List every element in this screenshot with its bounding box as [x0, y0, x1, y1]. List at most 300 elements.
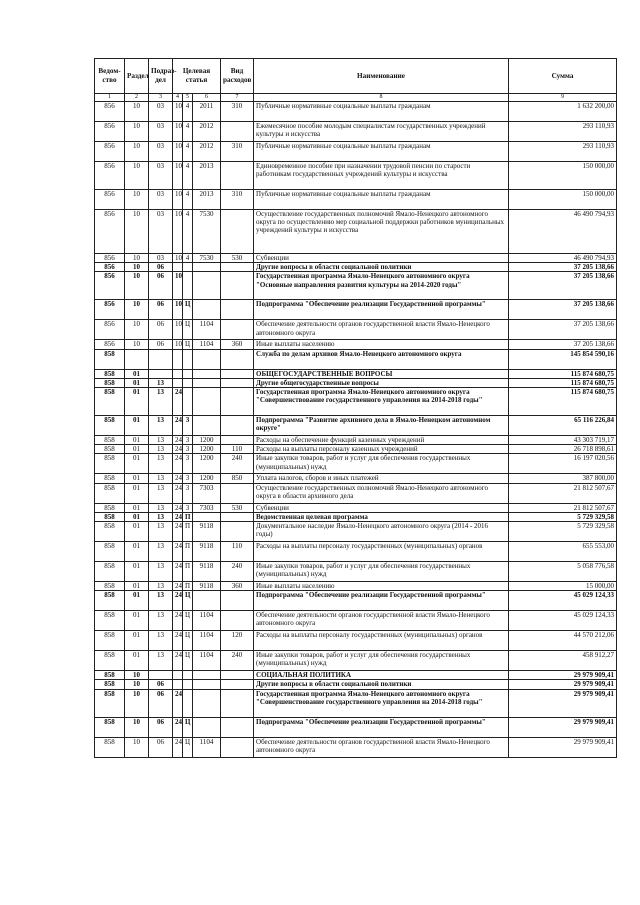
cell-name: Публичные нормативные социальные выплаты гражданам [254, 102, 509, 122]
cell-subsection: 03 [149, 142, 173, 162]
cell-name: Другие вопросы в области социальной политики [254, 680, 509, 689]
cell-department: 856 [95, 122, 125, 142]
cell-direction [193, 378, 221, 387]
cell-subsection: 13 [149, 651, 173, 671]
cell-subsection: 06 [149, 717, 173, 737]
cell-subprogram [183, 263, 193, 272]
cell-subprogram: Ц [183, 737, 193, 757]
cell-expense-type [221, 210, 254, 254]
cell-name: Субвенции [254, 254, 509, 263]
cell-expense-type: 360 [221, 340, 254, 349]
cell-section: 10 [125, 340, 149, 349]
cell-sum: 37 205 138,66 [509, 320, 617, 340]
column-number: 4 [173, 94, 183, 102]
cell-subsection: 03 [149, 162, 173, 190]
cell-subprogram: 4 [183, 162, 193, 190]
cell-name: Государственная программа Ямало-Ненецкого автономного округа "Совершенствование государственного управления на 2014-2018 годы" [254, 689, 509, 717]
cell-department: 858 [95, 591, 125, 611]
cell-section: 01 [125, 651, 149, 671]
cell-section: 01 [125, 582, 149, 591]
cell-sum: 44 570 212,06 [509, 631, 617, 651]
cell-program [173, 671, 183, 680]
cell-expense-type [221, 671, 254, 680]
table-row [95, 378, 617, 387]
cell-name: Уплата налогов, сборов и иных платежей [254, 474, 509, 483]
cell-subsection: 06 [149, 680, 173, 689]
table-row [95, 210, 617, 254]
cell-direction: 9118 [193, 542, 221, 562]
cell-subprogram: 4 [183, 190, 193, 210]
cell-department: 858 [95, 717, 125, 737]
cell-section: 10 [125, 272, 149, 300]
cell-section: 10 [125, 737, 149, 757]
cell-program: 24 [173, 562, 183, 582]
cell-subprogram: Ц [183, 320, 193, 340]
cell-subprogram [183, 272, 193, 300]
cell-section: 01 [125, 416, 149, 436]
cell-expense-type: 240 [221, 454, 254, 474]
cell-expense-type [221, 611, 254, 631]
cell-department: 858 [95, 522, 125, 542]
cell-sum: 46 490 794,93 [509, 210, 617, 254]
cell-name: Обеспечение деятельности органов государственной власти Ямало-Ненецкого автономного округа [254, 320, 509, 340]
cell-section: 01 [125, 522, 149, 542]
cell-sum: 37 205 138,66 [509, 340, 617, 349]
cell-sum: 293 110,93 [509, 122, 617, 142]
cell-program: 24 [173, 591, 183, 611]
cell-subprogram: Ц [183, 717, 193, 737]
cell-department: 856 [95, 102, 125, 122]
cell-program: 24 [173, 542, 183, 562]
column-number: 6 [193, 94, 221, 102]
cell-sum: 43 303 719,17 [509, 436, 617, 445]
table-row [95, 737, 617, 757]
cell-name: Служба по делам архивов Ямало-Ненецкого автономного округа [254, 349, 509, 369]
cell-section: 01 [125, 562, 149, 582]
cell-department: 858 [95, 631, 125, 651]
cell-name: Осуществление государственных полномочий Ямало-Ненецкого автономного округа по осуществлению мер социальной поддержки работников муниципальных учреждений культуры и искусства [254, 210, 509, 254]
column-number: 8 [254, 94, 509, 102]
cell-name: Иные выплаты населению [254, 582, 509, 591]
cell-sum: 5 729 329,58 [509, 512, 617, 521]
cell-name: СОЦИАЛЬНАЯ ПОЛИТИКА [254, 671, 509, 680]
table-row [95, 454, 617, 474]
table-row [95, 162, 617, 190]
cell-subsection: 03 [149, 102, 173, 122]
cell-program: 24 [173, 483, 183, 503]
cell-name: Подпрограмма "Обеспечение реализации Государственной программы" [254, 591, 509, 611]
cell-program [173, 349, 183, 369]
cell-department: 858 [95, 474, 125, 483]
cell-program: 24 [173, 436, 183, 445]
cell-direction: 7303 [193, 483, 221, 503]
cell-section: 01 [125, 388, 149, 416]
cell-direction: 2013 [193, 190, 221, 210]
cell-direction: 2011 [193, 102, 221, 122]
cell-expense-type [221, 717, 254, 737]
cell-sum: 115 874 680,75 [509, 388, 617, 416]
cell-program [173, 369, 183, 378]
cell-sum: 45 029 124,33 [509, 611, 617, 631]
cell-subsection [149, 349, 173, 369]
cell-expense-type [221, 272, 254, 300]
cell-subprogram [183, 349, 193, 369]
cell-section: 10 [125, 320, 149, 340]
cell-direction [193, 300, 221, 320]
column-number: 1 [95, 94, 125, 102]
cell-sum: 29 979 909,41 [509, 680, 617, 689]
cell-subprogram: 4 [183, 210, 193, 254]
cell-department: 858 [95, 369, 125, 378]
cell-subsection: 13 [149, 474, 173, 483]
cell-program: 10 [173, 320, 183, 340]
cell-expense-type: 850 [221, 474, 254, 483]
cell-program: 10 [173, 190, 183, 210]
cell-section: 10 [125, 689, 149, 717]
cell-name: Государственная программа Ямало-Ненецкого автономного округа "Основные направления развития культуры на 2014-2020 годы" [254, 272, 509, 300]
cell-section: 10 [125, 300, 149, 320]
cell-subsection: 13 [149, 512, 173, 521]
table-body [95, 102, 617, 758]
table-row [95, 369, 617, 378]
cell-department: 858 [95, 378, 125, 387]
cell-expense-type [221, 737, 254, 757]
cell-direction: 1104 [193, 737, 221, 757]
cell-sum: 115 874 680,75 [509, 369, 617, 378]
cell-direction: 1104 [193, 340, 221, 349]
cell-direction: 2012 [193, 142, 221, 162]
cell-subsection: 13 [149, 631, 173, 651]
cell-expense-type [221, 369, 254, 378]
cell-sum: 5 729 329,58 [509, 522, 617, 542]
cell-subsection: 03 [149, 122, 173, 142]
table-row [95, 254, 617, 263]
cell-subsection: 13 [149, 522, 173, 542]
cell-section [125, 349, 149, 369]
cell-section: 10 [125, 717, 149, 737]
table-row [95, 388, 617, 416]
cell-expense-type: 120 [221, 631, 254, 651]
cell-section: 10 [125, 680, 149, 689]
cell-program [173, 263, 183, 272]
cell-subsection: 13 [149, 562, 173, 582]
cell-subprogram: Ц [183, 340, 193, 349]
cell-sum: 37 205 138,66 [509, 263, 617, 272]
cell-section: 01 [125, 591, 149, 611]
cell-name: Субвенции [254, 503, 509, 512]
cell-sum: 37 205 138,66 [509, 300, 617, 320]
cell-subsection: 13 [149, 416, 173, 436]
cell-sum: 15 000,00 [509, 582, 617, 591]
cell-sum: 21 812 507,67 [509, 503, 617, 512]
table-row [95, 562, 617, 582]
cell-sum: 16 197 020,56 [509, 454, 617, 474]
table-row [95, 142, 617, 162]
cell-expense-type: 110 [221, 542, 254, 562]
cell-subprogram: 3 [183, 454, 193, 474]
cell-program: 24 [173, 651, 183, 671]
cell-program: 24 [173, 474, 183, 483]
cell-section: 01 [125, 611, 149, 631]
cell-section: 01 [125, 542, 149, 562]
cell-subsection: 13 [149, 582, 173, 591]
cell-expense-type: 110 [221, 445, 254, 454]
cell-subsection: 03 [149, 254, 173, 263]
cell-name: Иные выплаты населению [254, 340, 509, 349]
cell-expense-type [221, 680, 254, 689]
cell-subsection: 13 [149, 503, 173, 512]
cell-sum: 21 812 507,67 [509, 483, 617, 503]
cell-program: 24 [173, 454, 183, 474]
cell-name: Подпрограмма "Обеспечение реализации Государственной программы" [254, 300, 509, 320]
cell-subsection: 13 [149, 445, 173, 454]
cell-name: Расходы на обеспечение функций казенных учреждений [254, 436, 509, 445]
header-row [95, 59, 617, 94]
cell-department: 858 [95, 436, 125, 445]
cell-sum: 29 979 909,41 [509, 671, 617, 680]
cell-sum: 387 800,00 [509, 474, 617, 483]
cell-department: 856 [95, 162, 125, 190]
cell-department: 858 [95, 388, 125, 416]
cell-section: 10 [125, 190, 149, 210]
cell-subprogram [183, 388, 193, 416]
cell-subprogram [183, 369, 193, 378]
cell-sum: 458 912,27 [509, 651, 617, 671]
cell-department: 858 [95, 349, 125, 369]
cell-name: Обеспечение деятельности органов государственной власти Ямало-Ненецкого автономного округа [254, 737, 509, 757]
cell-program: 10 [173, 254, 183, 263]
cell-expense-type: 310 [221, 102, 254, 122]
cell-department: 858 [95, 512, 125, 521]
cell-subsection: 13 [149, 542, 173, 562]
column-number: 9 [509, 94, 617, 102]
cell-subsection: 06 [149, 320, 173, 340]
table-row [95, 122, 617, 142]
cell-program: 24 [173, 689, 183, 717]
table-row [95, 582, 617, 591]
cell-direction: 1200 [193, 454, 221, 474]
cell-name: Расходы на выплаты персоналу государственных (муниципальных) органов [254, 542, 509, 562]
cell-sum: 45 029 124,33 [509, 591, 617, 611]
cell-department: 858 [95, 483, 125, 503]
cell-direction [193, 680, 221, 689]
table-row [95, 349, 617, 369]
cell-name: Расходы на выплаты персоналу государственных (муниципальных) органов [254, 631, 509, 651]
cell-subprogram: П [183, 512, 193, 521]
cell-direction: 2013 [193, 162, 221, 190]
cell-name: Расходы на выплаты персоналу казенных учреждений [254, 445, 509, 454]
table-row [95, 483, 617, 503]
column-number: 7 [221, 94, 254, 102]
column-number: 2 [125, 94, 149, 102]
cell-name: Подпрограмма "Развитие архивного дела в Ямало-Ненецком автономном округе" [254, 416, 509, 436]
table-row [95, 591, 617, 611]
cell-expense-type: 310 [221, 190, 254, 210]
cell-name: Иные закупки товаров, работ и услуг для обеспечения государственных (муниципальных) нужд [254, 562, 509, 582]
cell-direction [193, 349, 221, 369]
cell-expense-type [221, 162, 254, 190]
cell-subsection: 06 [149, 340, 173, 349]
cell-program: 24 [173, 582, 183, 591]
cell-section: 01 [125, 503, 149, 512]
cell-program: 24 [173, 611, 183, 631]
cell-sum: 29 979 909,41 [509, 689, 617, 717]
cell-direction: 1104 [193, 611, 221, 631]
cell-expense-type [221, 263, 254, 272]
cell-subprogram [183, 689, 193, 717]
cell-subsection: 06 [149, 272, 173, 300]
cell-sum: 26 718 898,61 [509, 445, 617, 454]
cell-sum: 293 110,93 [509, 142, 617, 162]
cell-sum: 46 490 794,93 [509, 254, 617, 263]
cell-program: 10 [173, 142, 183, 162]
cell-department: 858 [95, 671, 125, 680]
cell-section: 01 [125, 378, 149, 387]
cell-expense-type [221, 388, 254, 416]
cell-section: 10 [125, 263, 149, 272]
cell-program: 10 [173, 102, 183, 122]
column-number-row [95, 94, 617, 102]
cell-department: 858 [95, 562, 125, 582]
cell-name: Государственная программа Ямало-Ненецкого автономного округа "Совершенствование государственного управления на 2014-2018 годы" [254, 388, 509, 416]
table-row [95, 474, 617, 483]
table-row [95, 611, 617, 631]
table-row [95, 717, 617, 737]
header-expense-type: Вид расходов [221, 59, 254, 94]
cell-direction: 9118 [193, 522, 221, 542]
cell-program: 24 [173, 388, 183, 416]
cell-department: 858 [95, 416, 125, 436]
column-number: 5 [183, 94, 193, 102]
cell-direction [193, 263, 221, 272]
cell-program: 24 [173, 717, 183, 737]
table-row [95, 680, 617, 689]
cell-expense-type: 240 [221, 651, 254, 671]
cell-subprogram: Ц [183, 651, 193, 671]
cell-subsection [149, 671, 173, 680]
cell-subprogram: 3 [183, 503, 193, 512]
cell-subprogram: П [183, 582, 193, 591]
cell-subsection: 13 [149, 378, 173, 387]
cell-subprogram: 4 [183, 254, 193, 263]
cell-name: Документальное наследие Ямало-Ненецкого автономного округа (2014 - 2016 годы) [254, 522, 509, 542]
cell-sum: 115 874 680,75 [509, 378, 617, 387]
table-row [95, 102, 617, 122]
cell-subprogram: Ц [183, 631, 193, 651]
cell-direction: 1104 [193, 651, 221, 671]
cell-expense-type [221, 416, 254, 436]
cell-department: 856 [95, 320, 125, 340]
cell-department: 856 [95, 142, 125, 162]
cell-sum: 1 632 200,00 [509, 102, 617, 122]
cell-section: 01 [125, 483, 149, 503]
table-row [95, 340, 617, 349]
cell-sum: 145 854 590,16 [509, 349, 617, 369]
cell-subprogram: 3 [183, 483, 193, 503]
cell-subsection: 13 [149, 591, 173, 611]
table-row [95, 190, 617, 210]
cell-name: Ведомственная целевая программа [254, 512, 509, 521]
cell-name: Публичные нормативные социальные выплаты гражданам [254, 190, 509, 210]
cell-department: 856 [95, 190, 125, 210]
cell-subsection: 13 [149, 436, 173, 445]
cell-department: 858 [95, 737, 125, 757]
cell-expense-type [221, 512, 254, 521]
cell-department: 856 [95, 263, 125, 272]
cell-name: Иные закупки товаров, работ и услуг для обеспечения государственных (муниципальных) нужд [254, 454, 509, 474]
cell-name: Единовременное пособие при назначении трудовой пенсии по старости работникам государственных учреждений культуры и искусства [254, 162, 509, 190]
cell-section: 01 [125, 445, 149, 454]
cell-subsection: 06 [149, 263, 173, 272]
cell-direction [193, 689, 221, 717]
cell-department: 858 [95, 651, 125, 671]
cell-direction [193, 671, 221, 680]
cell-subsection: 06 [149, 300, 173, 320]
cell-department: 856 [95, 210, 125, 254]
cell-department: 856 [95, 300, 125, 320]
cell-expense-type [221, 122, 254, 142]
column-number: 3 [149, 94, 173, 102]
cell-department: 858 [95, 611, 125, 631]
cell-direction [193, 591, 221, 611]
cell-expense-type [221, 483, 254, 503]
cell-department: 858 [95, 503, 125, 512]
table-row [95, 436, 617, 445]
table-row [95, 445, 617, 454]
cell-program: 24 [173, 512, 183, 521]
cell-subprogram: 3 [183, 416, 193, 436]
cell-program: 10 [173, 340, 183, 349]
header-name: Наименование [254, 59, 509, 94]
cell-sum: 655 553,00 [509, 542, 617, 562]
cell-expense-type: 310 [221, 142, 254, 162]
cell-name: Обеспечение деятельности органов государственной власти Ямало-Ненецкого автономного округа [254, 611, 509, 631]
cell-section: 10 [125, 102, 149, 122]
cell-subprogram: П [183, 522, 193, 542]
cell-subsection: 13 [149, 611, 173, 631]
cell-subsection: 13 [149, 388, 173, 416]
budget-table [94, 58, 617, 758]
cell-department: 856 [95, 254, 125, 263]
cell-direction: 7303 [193, 503, 221, 512]
cell-name: Другие вопросы в области социальной политики [254, 263, 509, 272]
cell-section: 10 [125, 210, 149, 254]
cell-expense-type [221, 300, 254, 320]
cell-expense-type [221, 436, 254, 445]
cell-department: 856 [95, 340, 125, 349]
cell-name: Подпрограмма "Обеспечение реализации Государственной программы" [254, 717, 509, 737]
cell-subsection [149, 369, 173, 378]
cell-expense-type [221, 689, 254, 717]
cell-department: 858 [95, 689, 125, 717]
cell-subprogram: 4 [183, 122, 193, 142]
cell-program: 10 [173, 272, 183, 300]
cell-expense-type [221, 591, 254, 611]
cell-direction: 9118 [193, 582, 221, 591]
table-row [95, 300, 617, 320]
cell-subprogram: П [183, 542, 193, 562]
cell-program: 10 [173, 210, 183, 254]
cell-subprogram: Ц [183, 300, 193, 320]
cell-direction: 9118 [193, 562, 221, 582]
cell-department: 858 [95, 445, 125, 454]
table-row [95, 263, 617, 272]
cell-subsection: 13 [149, 483, 173, 503]
cell-direction: 1200 [193, 474, 221, 483]
cell-direction: 1104 [193, 631, 221, 651]
cell-subprogram: 4 [183, 102, 193, 122]
header-section: Раздел [125, 59, 149, 94]
